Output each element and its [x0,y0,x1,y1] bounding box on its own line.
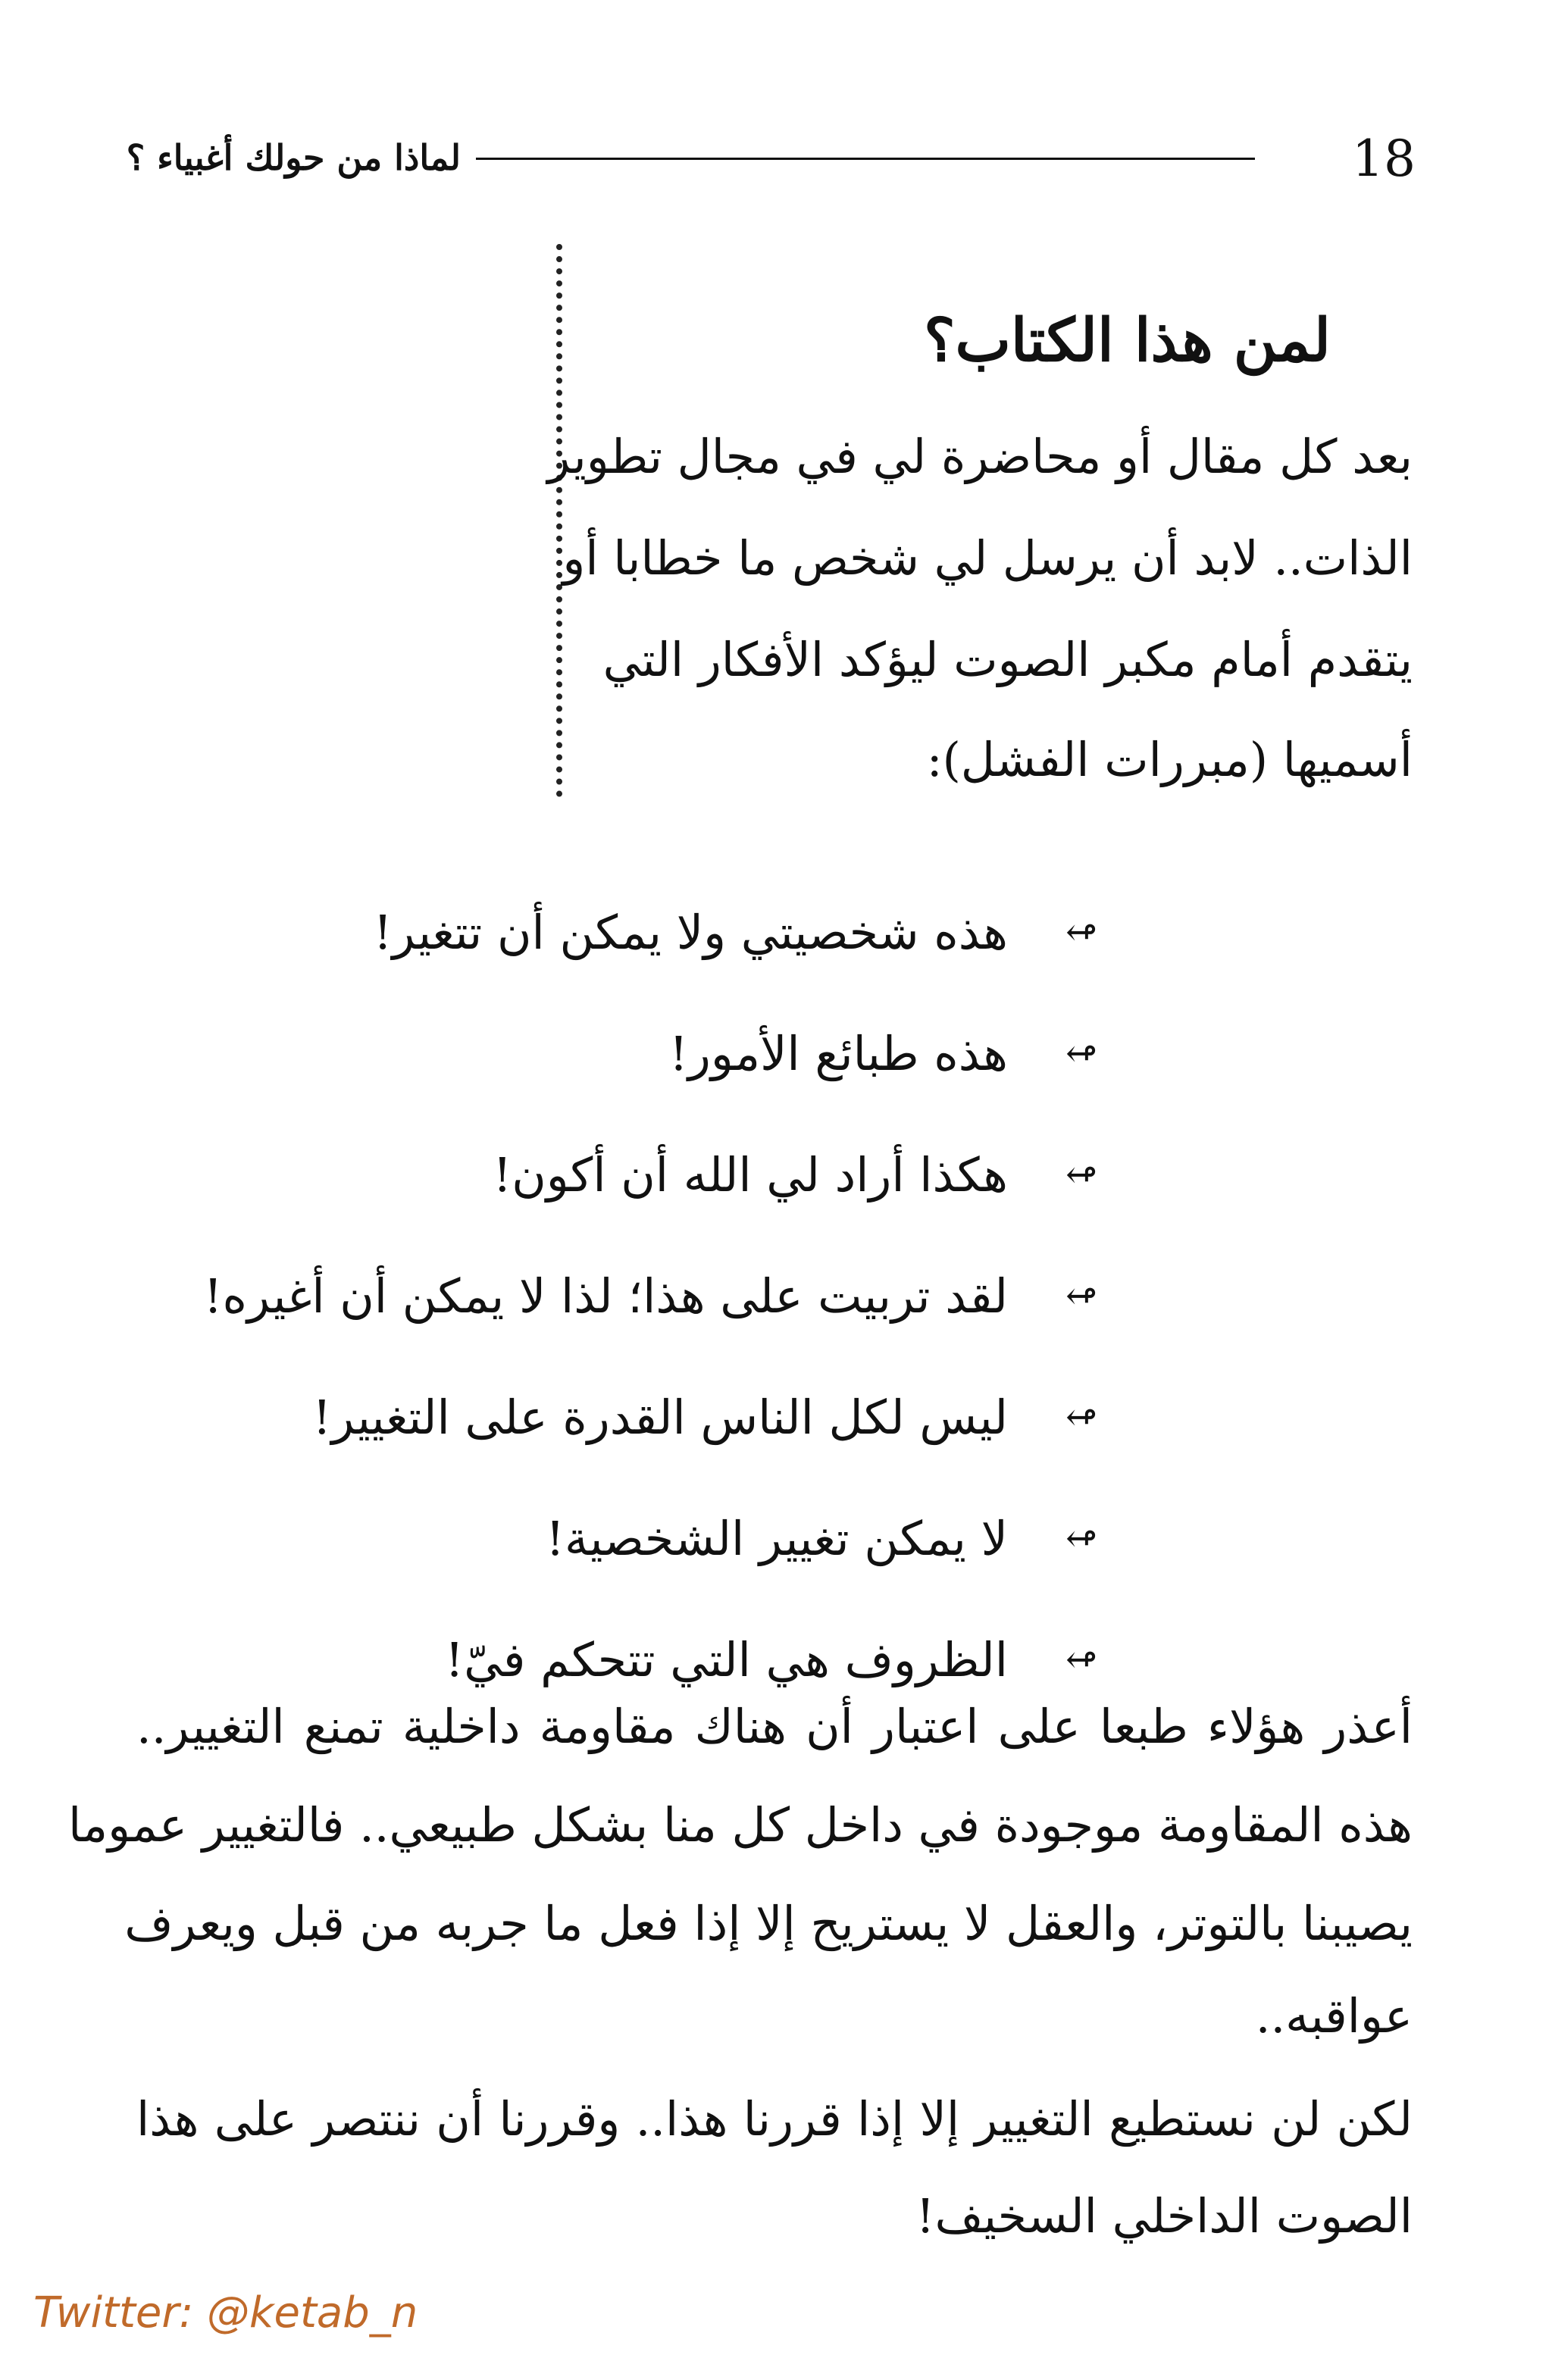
paragraph-line: الصوت الداخلي السخيف! [915,2188,1413,2244]
list-item-text: لقد تربيت على هذا؛ لذا لا يمكن أن أغيره! [203,1268,1008,1324]
hand-pointer-icon: ↫ [1065,1516,1097,1560]
paragraph-line: أعذر هؤلاء طبعا على اعتبار أن هناك مقاومة داخلية تمنع التغيير.. [136,1699,1413,1754]
list-item-text: هذه شخصيتي ولا يمكن أن تتغير! [373,904,1008,960]
intro-line: بعد كل مقال أو محاضرة لي في مجال تطوير [547,429,1413,484]
header-rule [476,158,1255,160]
paragraph-line: عواقبه.. [1255,1988,1413,2044]
list-item [204,1114,1105,1235]
hand-pointer-icon: ↫ [1065,1031,1097,1075]
list-item-text: ليس لكل الناس القدرة على التغيير! [312,1389,1008,1445]
hand-pointer-icon: ↫ [1065,1395,1097,1439]
list-item-text: الظروف هي التي تتحكم فيّ! [445,1631,1008,1687]
list-item-text: لا يمكن تغيير الشخصية! [546,1510,1008,1566]
paragraph-line: هذه المقاومة موجودة في داخل كل منا بشكل طبيعي.. فالتغيير عموما [68,1797,1413,1853]
excuse-list [204,871,1105,1720]
hand-pointer-icon: ↫ [1065,910,1097,954]
list-item [204,1478,1105,1599]
section-title: لمن هذا الكتاب؟ [924,306,1331,375]
list-item-text: هكذا أراد لي الله أن أكون! [493,1146,1008,1203]
intro-line: الذات.. لابد أن يرسل لي شخص ما خطابا أو [562,530,1413,586]
intro-line: يتقدم أمام مكبر الصوت ليؤكد الأفكار التي [602,632,1413,687]
hand-pointer-icon: ↫ [1065,1637,1097,1681]
list-item [204,993,1105,1114]
dotted-divider [556,244,562,797]
paragraph-line: يصيبنا بالتوتر، والعقل لا يستريح إلا إذا فعل ما جربه من قبل ويعرف [124,1896,1413,1951]
list-item [204,1356,1105,1478]
twitter-watermark: Twitter: @ketab_n [33,2288,418,2338]
paragraph-line: لكن لن نستطيع التغيير إلا إذا قررنا هذا.. وقررنا أن ننتصر على هذا [136,2091,1413,2147]
list-item [204,871,1105,993]
list-item-text: هذه طبائع الأمور! [668,1025,1008,1081]
intro-line: أسميها (مبررات الفشل): [926,732,1413,787]
hand-pointer-icon: ↫ [1065,1274,1097,1318]
running-title: لماذا من حولك أغبياء ؟ [126,137,461,178]
list-item [204,1235,1105,1356]
page-number: 18 [1352,130,1416,188]
hand-pointer-icon: ↫ [1065,1152,1097,1196]
